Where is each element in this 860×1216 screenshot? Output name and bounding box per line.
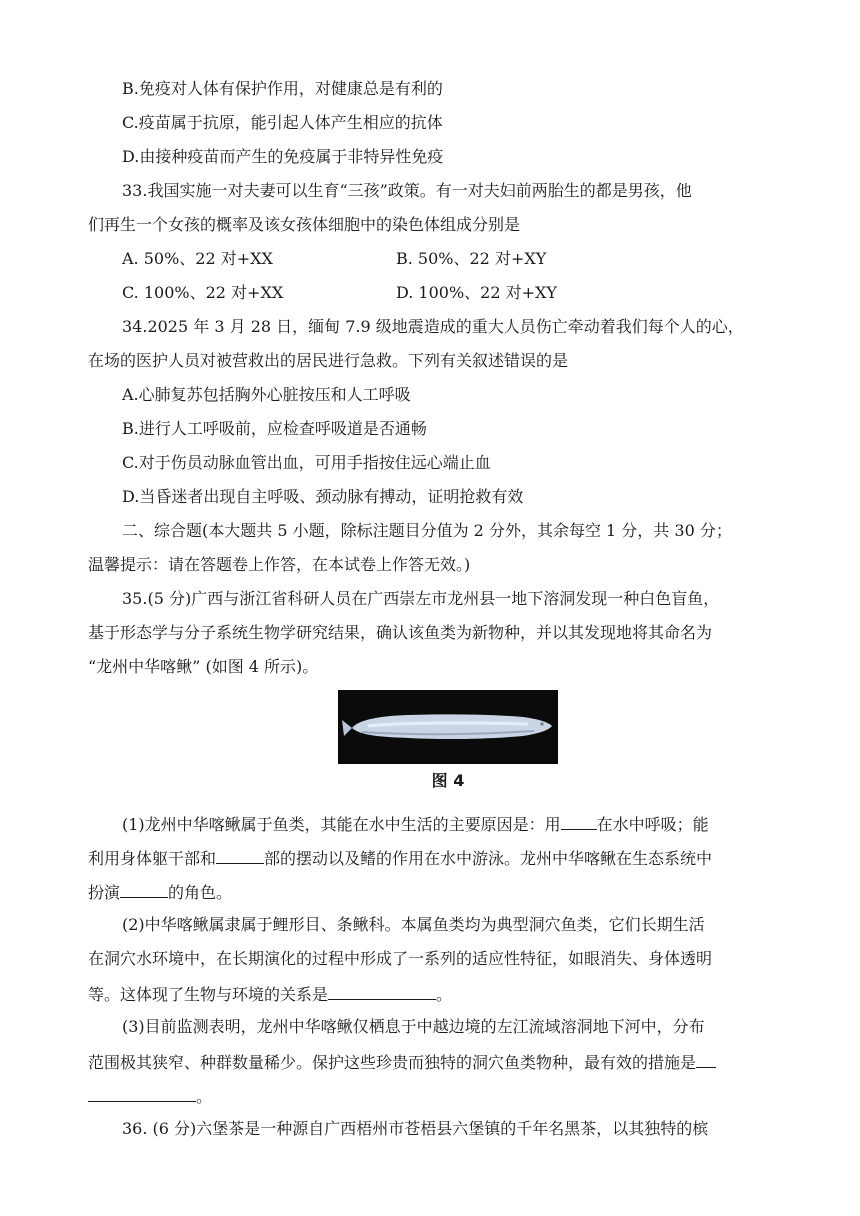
q35-part-2-line-2: 在洞穴水环境中，在长期演化的过程中形成了一系列的适应性特征，如眼消失、身体透明 xyxy=(88,949,713,968)
q35-part-3-text-b: 。 xyxy=(196,1087,213,1106)
q34-stem-line-2: 在场的医护人员对被营救出的居民进行急救。下列有关叙述错误的是 xyxy=(88,351,569,370)
q35-part-2-text-a: 等。这体现了生物与环境的关系是 xyxy=(88,985,329,1004)
q35-part-3-line-2 xyxy=(88,1050,716,1074)
q32-option-d: D.由接种疫苗而产生的免疫属于非特异性免疫 xyxy=(122,147,444,166)
q36-stem-line-1: 36. (6 分)六堡茶是一种源自广西梧州市苍梧县六堡镇的千年名黑茶，以其独特的槟 xyxy=(122,1119,709,1138)
q35-part-2-text-b: 。 xyxy=(436,985,453,1004)
q35-part-3-line-3 xyxy=(88,1084,212,1108)
q35-part-1-line-2 xyxy=(88,846,712,870)
q34-option-c: C.对于伤员动脉血管出血，可用手指按住远心端止血 xyxy=(122,453,491,472)
cave-fish-image xyxy=(338,690,558,764)
q35-part-2-line-3 xyxy=(88,982,452,1006)
q35-part-1-text-b: 在水中呼吸；能 xyxy=(596,815,709,834)
q33-option-d: D. 100%、22 对+XY xyxy=(396,283,557,302)
answer-blank-relationship[interactable] xyxy=(328,982,436,1000)
q35-part-3-line-1: (3)目前监测表明，龙州中华喀鳅仅栖息于中越边境的左江流域溶洞地下河中，分布 xyxy=(122,1017,705,1036)
answer-blank-role[interactable] xyxy=(120,880,168,898)
answer-blank-measure-start[interactable] xyxy=(696,1050,716,1068)
answer-blank-measure[interactable] xyxy=(88,1084,196,1102)
answer-blank-body-part[interactable] xyxy=(216,846,264,864)
q34-option-b: B.进行人工呼吸前，应检查呼吸道是否通畅 xyxy=(122,419,427,438)
q35-stem-line-3: “龙州中华喀鳅” (如图 4 所示)。 xyxy=(88,657,319,676)
q35-part-1-line-3 xyxy=(88,880,232,904)
q34-option-d: D.当昏迷者出现自主呼吸、颈动脉有搏动，证明抢救有效 xyxy=(122,487,524,506)
q35-stem-line-1: 35.(5 分)广西与浙江省科研人员在广西崇左市龙州县一地下溶洞发现一种白色盲鱼， xyxy=(122,589,720,608)
q33-option-c: C. 100%、22 对+XX xyxy=(122,283,284,302)
q33-option-b: B. 50%、22 对+XY xyxy=(396,249,547,268)
q33-stem-line-1: 33.我国实施一对夫妻可以生育“三孩”政策。有一对夫妇前两胎生的都是男孩，他 xyxy=(122,181,692,200)
q33-option-a: A. 50%、22 对+XX xyxy=(122,249,273,268)
section-2-heading: 二、综合题(本大题共 5 小题，除标注题目分值为 2 分外，其余每空 1 分，共 30 分； xyxy=(122,521,732,540)
q34-stem-line-1: 34.2025 年 3 月 28 日，缅甸 7.9 级地震造成的重大人员伤亡牵动着我们每个人的心， xyxy=(122,317,744,336)
q35-part-1-text-a: (1)龙州中华喀鳅属于鱼类，其能在水中生活的主要原因是：用 xyxy=(122,815,561,834)
q35-part-2-line-1: (2)中华喀鳅属隶属于鲤形目、条鳅科。本属鱼类均为典型洞穴鱼类，它们长期生活 xyxy=(122,915,705,934)
q35-part-1-text-c: 利用身体躯干部和 xyxy=(88,849,217,868)
q35-part-1-text-f: 的角色。 xyxy=(168,883,233,902)
figure-4-caption: 图 4 xyxy=(431,771,465,790)
answer-blank-organ[interactable] xyxy=(561,812,597,830)
q35-part-1-text-d: 部的摆动以及鳍的作用在水中游泳。龙州中华喀鳅在生态系统中 xyxy=(264,849,713,868)
q33-stem-line-2: 们再生一个女孩的概率及该女孩体细胞中的染色体组成分别是 xyxy=(88,215,521,234)
q35-part-1-line-1 xyxy=(122,812,709,836)
q35-stem-line-2: 基于形态学与分子系统生物学研究结果，确认该鱼类为新物种，并以其发现地将其命名为 xyxy=(88,623,713,642)
q35-part-1-text-e: 扮演 xyxy=(88,883,121,902)
blind-fish-photo xyxy=(338,690,558,764)
q34-option-a: A.心肺复苏包括胸外心脏按压和人工呼吸 xyxy=(122,385,411,404)
q35-part-3-text-a: 范围极其狭窄、种群数量稀少。保护这些珍贵而独特的洞穴鱼类物种，最有效的措施是 xyxy=(88,1053,697,1072)
section-2-note: 温馨提示：请在答题卷上作答，在本试卷上作答无效。) xyxy=(88,555,471,574)
q32-option-b: B.免疫对人体有保护作用，对健康总是有利的 xyxy=(122,79,443,98)
q32-option-c: C.疫苗属于抗原，能引起人体产生相应的抗体 xyxy=(122,113,443,132)
